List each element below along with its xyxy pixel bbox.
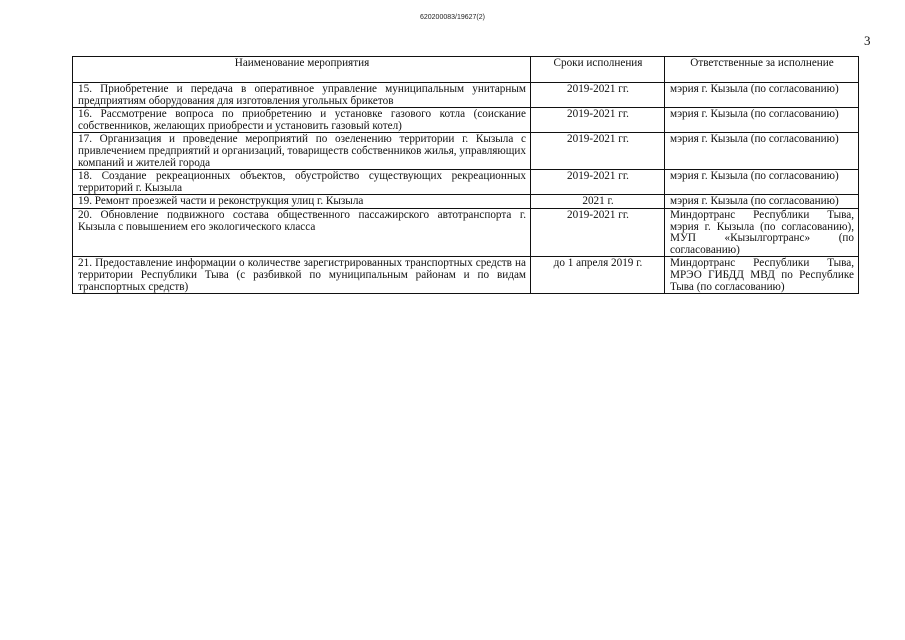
table-row — [73, 195, 859, 209]
measure-name: 15. Приобретение и передача в оперативное управление муниципальным унитарным предприятиям оборудования для изготовления угольных брикетов — [73, 83, 531, 108]
measure-term: 2019-2021 гг. — [531, 108, 665, 133]
measure-responsible: Миндортранс Республики Тыва, МРЭО ГИБДД МВД по Республике Тыва (по согласованию) — [665, 257, 859, 294]
table-row — [73, 257, 859, 294]
measure-responsible: мэрия г. Кызыла (по согласованию) — [665, 108, 859, 133]
measure-term: 2021 г. — [531, 195, 665, 209]
column-header-term: Сроки исполнения — [531, 57, 665, 83]
document-code: 620200083/19627(2) — [419, 14, 485, 21]
column-header-name: Наименование мероприятия — [73, 57, 531, 83]
measure-term: 2019-2021 гг. — [531, 208, 665, 256]
measure-name: 20. Обновление подвижного состава общественного пассажирского автотранспорта г. Кызыла с повышением его экологического класса — [73, 208, 531, 256]
measure-name: 16. Рассмотрение вопроса по приобретению и установке газового котла (соискание собственников, желающих приобрести и установить газовый котел) — [73, 108, 531, 133]
measure-term: до 1 апреля 2019 г. — [531, 257, 665, 294]
table-row — [73, 133, 859, 170]
measures-table — [72, 56, 859, 294]
measure-term: 2019-2021 гг. — [531, 133, 665, 170]
table-header-row — [73, 57, 859, 83]
measure-name: 19. Ремонт проезжей части и реконструкция улиц г. Кызыла — [73, 195, 531, 209]
table-row — [73, 170, 859, 195]
measure-term: 2019-2021 гг. — [531, 83, 665, 108]
table-row — [73, 108, 859, 133]
measure-responsible: мэрия г. Кызыла (по согласованию) — [665, 83, 859, 108]
table-row — [73, 83, 859, 108]
table-row — [73, 208, 859, 256]
measure-name: 21. Предоставление информации о количестве зарегистрированных транспортных средств на территории Республики Тыва (с разбивкой по муниципальным районам и по видам транспортных средств) — [73, 257, 531, 294]
measure-responsible: мэрия г. Кызыла (по согласованию) — [665, 195, 859, 209]
column-header-responsible: Ответственные за исполнение — [665, 57, 859, 83]
measure-responsible: мэрия г. Кызыла (по согласованию) — [665, 133, 859, 170]
measure-responsible: мэрия г. Кызыла (по согласованию) — [665, 170, 859, 195]
measure-responsible: Миндортранс Республики Тыва, мэрия г. Кызыла (по согласованию), МУП «Кызылгортранс» (по согласованию) — [665, 208, 859, 256]
measure-name: 18. Создание рекреационных объектов, обустройство существующих рекреационных территорий г. Кызыла — [73, 170, 531, 195]
page-number: 3 — [864, 33, 871, 48]
measure-name: 17. Организация и проведение мероприятий по озеленению территории г. Кызыла с привлечением предприятий и организаций, товариществ собственников жилья, управляющих компаний и жителей города — [73, 133, 531, 170]
measure-term: 2019-2021 гг. — [531, 170, 665, 195]
